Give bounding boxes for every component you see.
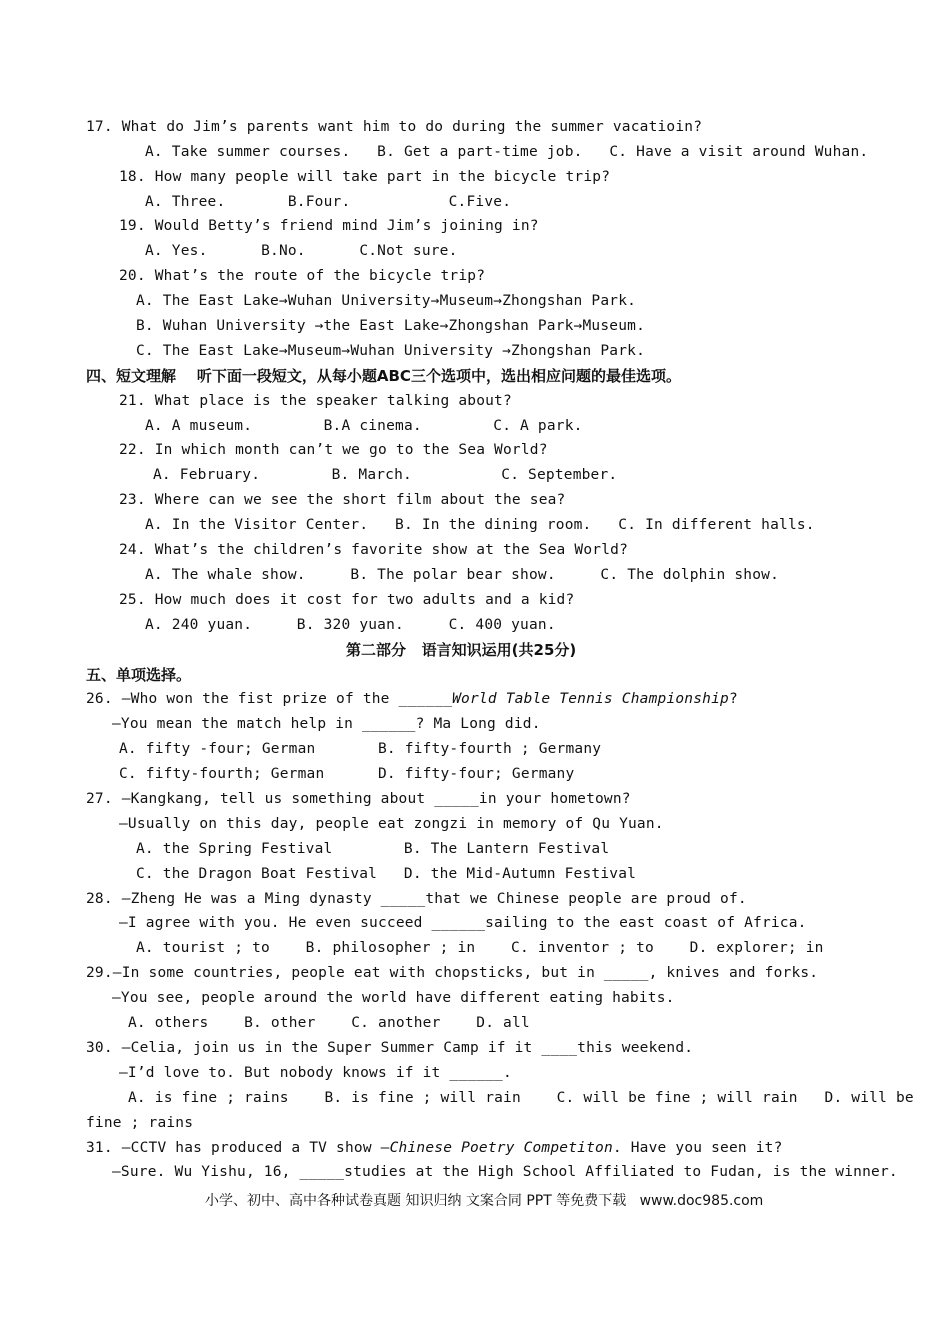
options-25: A. 240 yuan. B. 320 yuan. C. 400 yuan.: [145, 617, 556, 633]
question-30: 30. —Celia, join us in the Super Summer Camp if it ____this weekend.: [86, 1040, 694, 1056]
options-27ab: A. the Spring Festival B. The Lantern Festival: [136, 841, 610, 857]
response-27: —Usually on this day, people eat zongzi in memory of Qu Yuan.: [119, 816, 664, 832]
options-29: A. others B. other C. another D. all: [128, 1015, 530, 1031]
response-28: —I agree with you. He even succeed ______sailing to the east coast of Africa.: [119, 915, 807, 931]
question-27: 27. —Kangkang, tell us something about _____in your hometown?: [86, 791, 631, 807]
options-19: A. Yes. B.No. C.Not sure.: [145, 243, 458, 259]
question-31-title: Chinese Poetry Competiton: [389, 1140, 613, 1156]
option-20a: A. The East Lake→Wuhan University→Museum→Zhongshan Park.: [136, 293, 637, 309]
section-4-heading: 四、短文理解 听下面一段短文，从每小题ABC三个选项中，选出相应问题的最佳选项。: [86, 367, 681, 385]
question-26-text: 26. —Who won the fist prize of the ______: [86, 691, 453, 707]
question-17: 17. What do Jim’s parents want him to do during the summer vacatioin?: [86, 119, 703, 135]
question-31-end: . Have you seen it?: [612, 1140, 783, 1156]
question-31-text: 31. —CCTV has produced a TV show —: [86, 1140, 390, 1156]
options-27cd: C. the Dragon Boat Festival D. the Mid-Autumn Festival: [136, 866, 637, 882]
question-29: 29.—In some countries, people eat with chopsticks, but in _____, knives and forks.: [86, 965, 819, 981]
response-26: —You mean the match help in ______? Ma Long did.: [112, 716, 541, 732]
options-26ab: A. fifty -four; German B. fifty-fourth ; Germany: [119, 741, 602, 757]
response-31: —Sure. Wu Yishu, 16, _____studies at the High School Affiliated to Fudan, is the winner.: [112, 1164, 898, 1180]
options-28: A. tourist ; to B. philosopher ; in C. inventor ; to D. explorer; in: [136, 940, 824, 956]
option-20b: B. Wuhan University →the East Lake→Zhongshan Park→Museum.: [136, 318, 645, 334]
options-24: A. The whale show. B. The polar bear show. C. The dolphin show.: [145, 567, 780, 583]
response-29: —You see, people around the world have different eating habits.: [112, 990, 675, 1006]
options-18: A. Three. B.Four. C.Five.: [145, 194, 512, 210]
question-23: 23. Where can we see the short film about the sea?: [119, 492, 566, 508]
question-26: [86, 689, 738, 709]
options-22: A. February. B. March. C. September.: [153, 467, 618, 483]
question-26-end: ?: [728, 691, 738, 707]
question-26-title: World Table Tennis Championship: [452, 691, 729, 707]
options-21: A. A museum. B.A cinema. C. A park.: [145, 418, 583, 434]
options-30: A. is fine ; rains B. is fine ; will rain C. will be fine ; will rain D. will be: [128, 1090, 914, 1106]
question-21: 21. What place is the speaker talking about?: [119, 393, 512, 409]
options-17: A. Take summer courses. B. Get a part-time job. C. Have a visit around Wuhan.: [145, 144, 869, 160]
question-31: [86, 1138, 783, 1158]
option-20c: C. The East Lake→Museum→Wuhan University →Zhongshan Park.: [136, 343, 645, 359]
question-19: 19. Would Betty’s friend mind Jim’s joining in?: [119, 218, 539, 234]
question-25: 25. How much does it cost for two adults and a kid?: [119, 592, 575, 608]
question-22: 22. In which month can’t we go to the Sea World?: [119, 442, 548, 458]
question-20: 20. What’s the route of the bicycle trip?: [119, 268, 486, 284]
section-5-heading: 五、单项选择。: [86, 666, 192, 684]
response-30: —I’d love to. But nobody knows if it ______.: [119, 1065, 512, 1081]
options-23: A. In the Visitor Center. B. In the dining room. C. In different halls.: [145, 517, 815, 533]
options-30-cont: fine ; rains: [86, 1115, 194, 1131]
question-18: 18. How many people will take part in the bicycle trip?: [119, 169, 611, 185]
question-28: 28. —Zheng He was a Ming dynasty _____that we Chinese people are proud of.: [86, 891, 747, 907]
options-26cd: C. fifty-fourth; German D. fifty-four; Germany: [119, 766, 575, 782]
footer-advert: 小学、初中、高中各种试卷真题 知识归纳 文案合同 PPT 等免费下载 www.doc985.com: [205, 1193, 764, 1209]
question-24: 24. What’s the children’s favorite show at the Sea World?: [119, 542, 628, 558]
part-2-heading: 第二部分 语言知识运用(共25分): [346, 641, 577, 659]
